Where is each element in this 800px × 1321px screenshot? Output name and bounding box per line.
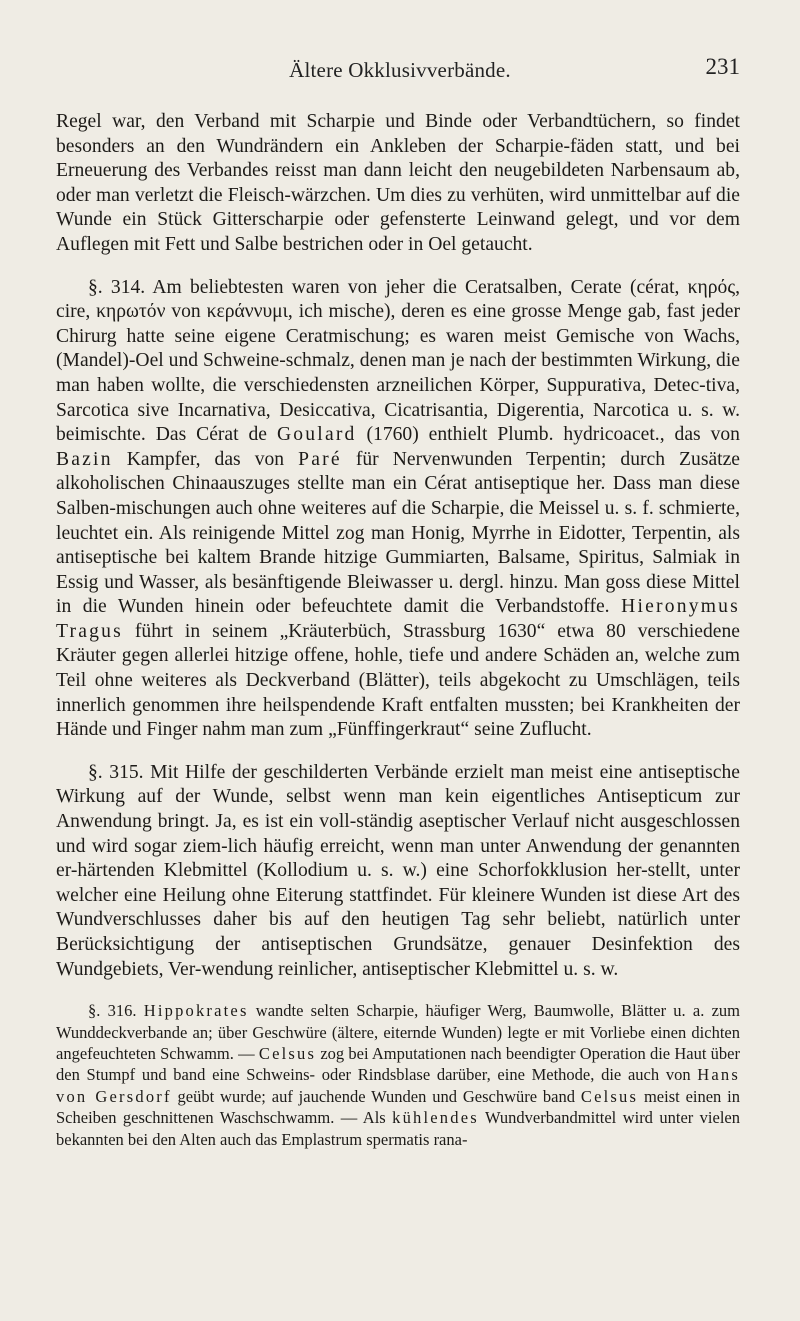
text-run: (1760) enthielt Plumb. hydricoacet., das von [356,424,740,446]
spaced-name: Celsus [258,1044,317,1063]
spaced-name: kühlendes [392,1108,479,1128]
text-run: führt in seinem „Kräuterbüch, Strassburg 1630“ etwa 80 verschiedene Kräuter gegen allerlei hitzige offene, hohle, tiefe und andere Schäden an, welche zum Teil ohne weiteres als Deckverband (Blätter), teils abgekocht zu Umschlägen, teils innerlich genommen ihre heilspendende Kraft entfalten mussten; bei Krankheiten der Hände und Finger nahm man zum „Fünffingerkraut“ seine Zuflucht. [56,620,740,741]
text-run: zog bei Amputationen nach beendigter Operation die Haut über den Stumpf und band eine Schweins- oder Rindsblase darüber, eine Methode, die auch von [56,1044,740,1085]
text-run: §. 316. [88,1001,144,1021]
paragraph-section-314 [56,276,740,743]
spaced-name: Hieronymus Tragus [56,596,740,642]
paragraph-section-316-small-print [56,1000,740,1150]
spaced-name: Hans von Gersdorf [56,1065,740,1106]
text-run: Kampfer, das von [112,448,299,470]
paragraph-continuation [56,110,740,258]
spaced-name: Hippokrates [143,1001,249,1021]
text-run: meist einen in Scheiben geschnittenen Waschschwamm. — Als [56,1086,741,1128]
text-run: für Nervenwunden Terpentin; durch Zusätze alkoholischen Chinaauszuges stellte man ein Cérat antiseptique her. Dass man diese Salben-mischungen auch ohne weiteres auf die Scharpie, die Meissel u. s. f. schmierte, leuchtet ein. Als reinigende Mittel zog man Honig, Myrrhe in Eidotter, Terpentin, als antiseptische bei kaltem Brande hitzige Gummiarten, Balsame, Spiritus, Salmiak in Essig und Wasser, als besänftigende Bleiwasser u. dergl. hinzu. Man goss diese Mittel in die Wunden hinein oder befeuchtete damit die Verbandstoffe. [56,448,740,618]
text-run: Regel war, den Verband mit Scharpie und Binde oder Verbandtüchern, so findet besonders an den Wundrändern ein Ankleben der Scharpie-fäden statt, und bei Erneuerung des Verbandes reisst man dann leicht den neugebildeten Narbensaum ab, oder man verletzt die Fleisch-wärzchen. Um dies zu verhüten, wird unmittelbar auf die Wunde ein Stück Gitterscharpie oder gefensterte Leinwand gelegt, und vor dem Auflegen mit Fett und Salbe bestrichen oder in Oel getaucht. [56,111,740,255]
text-run: §. 314. Am beliebtesten waren von jeher die Ceratsalben, Cerate (cérat, κηρός, cire, κηρωτόν von κεράννυμι, ich mische), deren es eine grosse Menge gab, fast jeder Chirurg hatte seine eigene Ceratmischung; es waren meist Gemische von Wachs, (Mandel)-Oel und Schweine-schmalz, denen man je nach der bestimmten Wirkung, die man haben wollte, die verschiedensten arzneilichen Körper, Suppurativa, Detec-tiva, Sarcotica sive Incarnativa, Desiccativa, Cicatrisantia, Digerentia, Narcotica u. s. w. beimischte. Das Cérat de [56,276,740,446]
text-run: geübt wurde; auf jauchende Wunden und Geschwüre band [171,1086,581,1106]
text-run: Wundverbandmittel wird unter vielen bekannten bei den Alten auch das Emplastrum spermatis rana- [56,1108,741,1149]
text-run: §. 315. Mit Hilfe der geschilderten Verbände erzielt man meist eine antiseptische Wirkung auf der Wunde, selbst wenn man kein eigentliches Antisepticum zur Anwendung bringt. Ja, es ist ein voll-ständig aseptischer Verlauf nicht ausgeschlossen und wird sogar ziem-lich häufig erreicht, wenn man unter Anwendung der genannten er-härtenden Klebmittel (Kollodium u. s. w.) eine Schorfokklusion her-stellt, unter welcher eine Heilung ohne Eiterung stattfindet. Für kleinere Wunden ist diese Art des Wundverschlusses daher bis auf den heutigen Tag sehr beliebt, natürlich unter Berücksichtigung der antiseptischen Grundsätze, genauer Desinfektion des Wundgebiets, Ver-wendung reinlicher, antiseptischer Klebmittel u. s. w. [56,761,740,980]
spaced-name: Bazin [56,448,113,470]
page-number: 231 [705,54,740,79]
paragraph-section-315 [56,761,740,982]
body-text [56,110,740,1150]
spaced-name: Paré [298,448,342,470]
text-run: wandte selten Scharpie, häufiger Werg, Baumwolle, Blätter u. a. zum Wunddeckverbande an; über Geschwüre (ältere, eiternde Wunden) legte er mit Vorliebe einen dichten angefeuchteten Schwamm. — [56,1001,741,1063]
running-head [60,54,740,88]
running-title: Ältere Okklusivverbände. [289,58,511,82]
spaced-name: Goulard [276,424,357,446]
spaced-name: Celsus [580,1086,639,1106]
